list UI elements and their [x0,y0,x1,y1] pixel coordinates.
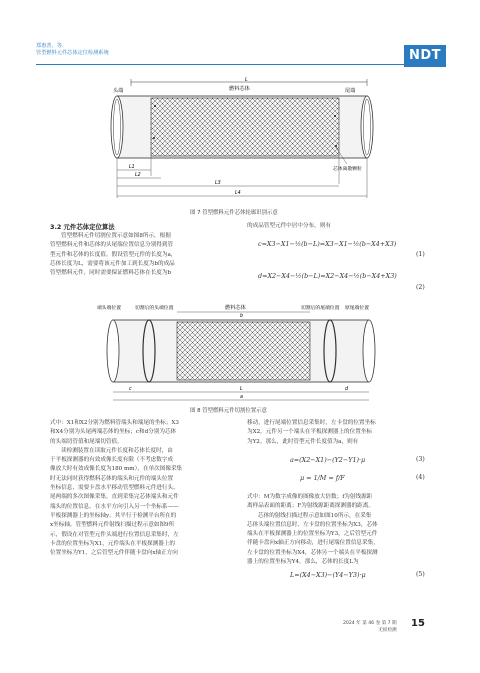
figure-8-caption: 图 8 管型燃料元件切割位置示意 [190,408,267,414]
section-heading: 3.2 元件芯体定位算法 [50,223,115,231]
header-article-title: 管型燃料元件芯体定位检测系统 [36,50,109,56]
paragraph-line: 时无法同时获得燃料芯体的端头和元件的端头位置 [50,475,174,482]
paragraph-line: 管型燃料元件和芯体的头尾端位置信息分别得到管 [50,242,174,249]
fig8-core [177,322,310,380]
fig7-label-core: 燃料芯体 [229,86,250,92]
paragraph-line: 型元件和芯体的长度值。假设管型元件的长度为a， [50,251,177,258]
paragraph-line: 卡盘的位置坐标为X1，元件端头在平板探测器上的 [50,540,176,547]
fig7-core [151,98,339,156]
equation-4-number: (4) [416,474,425,481]
header-authors [36,43,109,57]
equation-2: d=X2−X4−½(b−L)=X2−X4−½(b−X4+X3) [258,272,397,280]
figure-8 [95,300,390,406]
fig7-label-L2: L2 [135,173,141,178]
equation-4: μ = 1/M = f/F [300,474,345,482]
equation-2-number: (2) [416,284,425,291]
left-column-block-1 [50,232,236,278]
fig8-label-c: c [129,387,132,392]
paragraph-line: 伴随卡盘向x轴正方向移动，进行尾端位置信息采集， [247,540,379,547]
fig7-label-L4: L4 [235,191,241,196]
fig8-label-b: b [240,314,244,319]
paragraph-line: 的头端切管值和尾端切管值。 [50,438,123,445]
equation-1: c=X3−X1−½(b−L)=X3−X1−½(b−X4+X3) [258,240,397,248]
fig7-tube-end-right [361,96,373,158]
equation-5-number: (5) [416,571,425,578]
paragraph-line: 移动，进行尾端位置信息采集时，左卡盘的位置坐标 [247,420,376,426]
paragraph-line: 端头的位置信息。在水平方向引入另一个坐标系—— [50,503,179,510]
paragraph-line: 平板探测器上的坐标轴y，其平行于检测平台所在的 [50,512,177,519]
journal-issue: 2024 年 第 46 卷 第 7 期 [343,621,397,626]
fig8-label-a: a [240,395,243,400]
paragraph-line: 芯体长度为L，需要将该元件加工到长度为b的成品 [50,260,175,267]
paragraph-line: 管型燃料元件切割位置示意如图8所示，根据 [61,233,171,239]
paragraph-line: 位置坐标为Y1，之后管型元件伴随卡盘向x轴正方向 [50,550,178,557]
fig7-label-L: L [245,77,248,83]
paragraph-line: 为Y2。那么，此时管型元件长度值为a，则有 [247,438,359,445]
equation-3: a=(X2−X1)−(Y2−Y1)·μ [290,456,366,464]
paragraph-line: 芯体头端位置信息时，左卡盘的位置坐标为X3，芯体 [247,521,378,528]
journal-info [343,621,397,634]
fig7-label-tail: 尾端 [345,88,356,94]
equation-3-number: (3) [416,456,425,463]
journal-name: 无损检测 [378,627,397,633]
fig8-label-head-pos: 端头端位置 [97,306,121,311]
fig7-label-edge: 芯体离散颗粒 [333,167,362,172]
header-authors-text: 郑惠善，等. [36,43,64,49]
page-number: 15 [411,618,425,629]
fig8-label-d: d [345,387,349,392]
paragraph-line: 读检测装置在读取元件长度和芯体长度时，由 [61,447,173,454]
fig8-label-tail-pos: 原尾端位置 [345,306,369,311]
paragraph-line: 尾两端的多次图像采集，直到采集完芯体端头和元件 [50,494,179,501]
paragraph-line: 示，假设在对管型元件头端进行位置信息采集时，左 [50,531,179,538]
figure-7-caption: 图 7 管型燃料元件芯体轮廓识别示意 [190,210,278,216]
paragraph-line: 端头在平板探测器上的位置坐标为Y3，之后管型元件 [247,531,378,538]
right-column-block-2a [247,419,433,447]
paragraph-line: 为X2，元件另一个端头在平板探测器上的位置坐标 [247,429,373,436]
paragraph-line: 器上的位置坐标为Y4。那么，芯体的长度L为 [247,559,359,566]
paragraph-line: 于平板探测器的有效成像长度有限（不考虑数字成 [50,457,174,464]
paragraph-line: 和X4分别为头尾两端芯体的坐标；c和d分别为芯体 [50,429,177,436]
paragraph-line: 坐标信息，需要卡盘水平移动管型燃料元件进行头、 [50,485,179,492]
left-column-block-2 [50,419,236,558]
journal-logo: NDT [404,45,446,67]
paragraph-line: 离样品表面的距离；F为射线源距离探测器的距离。 [247,503,374,510]
header-rule [36,64,406,65]
fig8-label-core: 燃料芯体 [225,305,246,311]
fig8-label-cut-head: 切割后的头端位置 [135,306,174,311]
fig7-tube-end-left [111,96,123,158]
fig7-label-head: 头端 [113,88,124,94]
paragraph-line: 式中：X1和X2分别为燃料管端头和端尾的坐标；X3 [50,420,179,426]
paragraph-line: 像放大时有效成像长度为180 mm），在单次图像采集 [50,466,183,473]
fig8-label-L: L [240,387,243,392]
equation-1-number: (1) [416,251,425,258]
fig7-label-L3: L3 [215,181,221,186]
paragraph-line: 式中：M为数字成像的图像放大倍数；f为射线源距 [247,494,373,500]
fig7-label-L1: L1 [129,165,135,170]
paragraph-line: 左卡盘的位置坐标为X4，芯体另一个端头在平板探测 [247,549,378,556]
paragraph-line: x坐标轴。管型燃料元件射线扫描过程示意如图9所 [50,522,175,529]
paragraph-line: 管型燃料元件，同时需要保证燃料芯体在长度为b [50,270,172,277]
fig8-tube-end-right [363,320,375,382]
fig8-label-cut-tail: 切割后的尾端位置 [301,306,340,311]
paragraph-line: 芯体的射线扫描过程示意如图10所示，在采集 [258,512,372,519]
fig8-tube-end-left [107,320,119,382]
figure-7 [95,76,385,202]
right-column-block-2b [247,493,433,567]
right-column-intro: 的成品管型元件中居中分布，则有 [247,223,331,229]
equation-5: L=(X4−X3)−(Y4−Y3)·μ [290,571,366,579]
